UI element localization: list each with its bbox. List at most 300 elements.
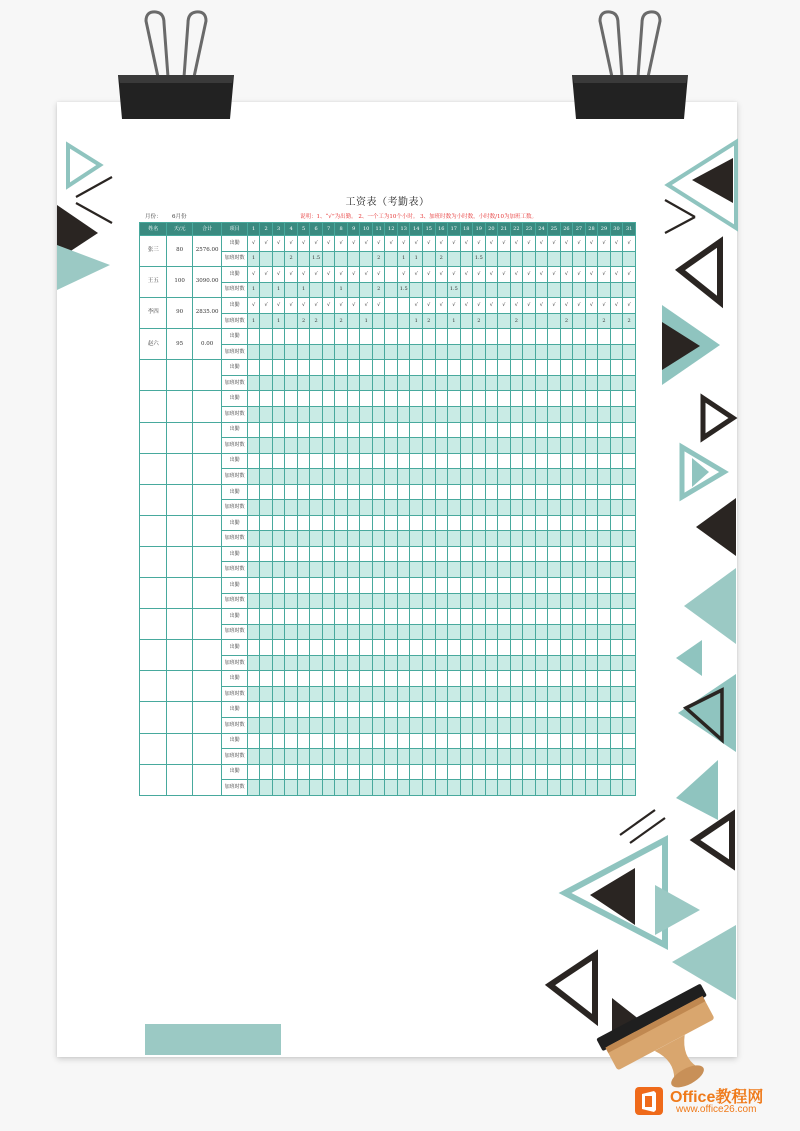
overtime-cell[interactable]: [335, 749, 348, 765]
overtime-cell[interactable]: [372, 469, 385, 485]
attendance-cell[interactable]: [435, 702, 448, 718]
overtime-cell[interactable]: [460, 313, 473, 329]
attendance-cell[interactable]: [598, 578, 611, 594]
total-cell[interactable]: 2576.00: [192, 236, 221, 267]
attendance-cell[interactable]: [260, 422, 273, 438]
attendance-cell[interactable]: [435, 391, 448, 407]
total-cell[interactable]: [192, 764, 221, 795]
overtime-cell[interactable]: [573, 562, 586, 578]
overtime-cell[interactable]: [247, 749, 260, 765]
rate-cell[interactable]: [167, 484, 192, 515]
attendance-cell[interactable]: [523, 329, 536, 345]
attendance-cell[interactable]: [510, 733, 523, 749]
attendance-cell[interactable]: [548, 329, 561, 345]
attendance-cell[interactable]: [410, 360, 423, 376]
overtime-cell[interactable]: [435, 469, 448, 485]
attendance-cell[interactable]: [523, 609, 536, 625]
overtime-cell[interactable]: [485, 282, 498, 298]
attendance-cell[interactable]: √: [598, 236, 611, 252]
attendance-cell[interactable]: [523, 484, 536, 500]
overtime-cell[interactable]: [473, 749, 486, 765]
attendance-cell[interactable]: [610, 702, 623, 718]
attendance-cell[interactable]: [498, 484, 511, 500]
overtime-cell[interactable]: [548, 531, 561, 547]
attendance-cell[interactable]: [585, 360, 598, 376]
attendance-cell[interactable]: √: [610, 298, 623, 314]
attendance-cell[interactable]: [410, 391, 423, 407]
overtime-cell[interactable]: [585, 717, 598, 733]
overtime-cell[interactable]: [297, 686, 310, 702]
overtime-cell[interactable]: [585, 313, 598, 329]
overtime-cell[interactable]: [360, 469, 373, 485]
overtime-cell[interactable]: 2: [297, 313, 310, 329]
overtime-cell[interactable]: [535, 438, 548, 454]
attendance-cell[interactable]: [548, 702, 561, 718]
overtime-cell[interactable]: [423, 375, 436, 391]
attendance-cell[interactable]: [247, 640, 260, 656]
overtime-cell[interactable]: [485, 593, 498, 609]
attendance-cell[interactable]: [310, 391, 323, 407]
attendance-cell[interactable]: [310, 422, 323, 438]
overtime-cell[interactable]: [322, 282, 335, 298]
attendance-cell[interactable]: [535, 360, 548, 376]
overtime-cell[interactable]: [610, 624, 623, 640]
overtime-cell[interactable]: [460, 251, 473, 267]
rate-cell[interactable]: [167, 764, 192, 795]
attendance-cell[interactable]: [460, 422, 473, 438]
attendance-cell[interactable]: [623, 360, 636, 376]
overtime-cell[interactable]: [410, 780, 423, 796]
attendance-cell[interactable]: [297, 515, 310, 531]
overtime-cell[interactable]: [310, 531, 323, 547]
overtime-cell[interactable]: [285, 780, 298, 796]
overtime-cell[interactable]: [623, 375, 636, 391]
overtime-cell[interactable]: 2: [510, 313, 523, 329]
attendance-cell[interactable]: [372, 671, 385, 687]
overtime-cell[interactable]: [460, 500, 473, 516]
overtime-cell[interactable]: [448, 686, 461, 702]
overtime-cell[interactable]: [473, 593, 486, 609]
overtime-cell[interactable]: [423, 531, 436, 547]
attendance-cell[interactable]: [397, 702, 410, 718]
overtime-cell[interactable]: [347, 531, 360, 547]
attendance-cell[interactable]: [397, 484, 410, 500]
attendance-cell[interactable]: [423, 515, 436, 531]
attendance-cell[interactable]: [598, 702, 611, 718]
overtime-cell[interactable]: [448, 749, 461, 765]
overtime-cell[interactable]: [523, 686, 536, 702]
overtime-cell[interactable]: 1.5: [397, 282, 410, 298]
attendance-cell[interactable]: [247, 422, 260, 438]
overtime-cell[interactable]: [372, 375, 385, 391]
attendance-cell[interactable]: [410, 609, 423, 625]
rate-cell[interactable]: [167, 453, 192, 484]
overtime-cell[interactable]: [623, 624, 636, 640]
attendance-cell[interactable]: [272, 609, 285, 625]
overtime-cell[interactable]: [310, 686, 323, 702]
overtime-cell[interactable]: [610, 686, 623, 702]
overtime-cell[interactable]: [385, 562, 398, 578]
attendance-cell[interactable]: [360, 360, 373, 376]
attendance-cell[interactable]: [285, 733, 298, 749]
attendance-cell[interactable]: √: [548, 236, 561, 252]
attendance-cell[interactable]: [423, 453, 436, 469]
overtime-cell[interactable]: [498, 749, 511, 765]
attendance-cell[interactable]: [485, 546, 498, 562]
overtime-cell[interactable]: [548, 375, 561, 391]
total-cell[interactable]: [192, 609, 221, 640]
attendance-cell[interactable]: [260, 640, 273, 656]
overtime-cell[interactable]: [322, 438, 335, 454]
attendance-cell[interactable]: √: [498, 298, 511, 314]
overtime-cell[interactable]: [372, 749, 385, 765]
attendance-cell[interactable]: [510, 640, 523, 656]
attendance-cell[interactable]: [610, 453, 623, 469]
attendance-cell[interactable]: [473, 453, 486, 469]
overtime-cell[interactable]: [347, 717, 360, 733]
overtime-cell[interactable]: [335, 686, 348, 702]
overtime-cell[interactable]: [322, 531, 335, 547]
overtime-cell[interactable]: [360, 438, 373, 454]
rate-cell[interactable]: [167, 640, 192, 671]
overtime-cell[interactable]: [535, 780, 548, 796]
overtime-cell[interactable]: [473, 717, 486, 733]
overtime-cell[interactable]: [310, 282, 323, 298]
overtime-cell[interactable]: [260, 562, 273, 578]
attendance-cell[interactable]: [448, 329, 461, 345]
attendance-cell[interactable]: [410, 764, 423, 780]
attendance-cell[interactable]: [573, 484, 586, 500]
attendance-cell[interactable]: [310, 515, 323, 531]
attendance-cell[interactable]: √: [585, 236, 598, 252]
overtime-cell[interactable]: [560, 344, 573, 360]
overtime-cell[interactable]: [272, 624, 285, 640]
overtime-cell[interactable]: [360, 251, 373, 267]
attendance-cell[interactable]: [598, 640, 611, 656]
attendance-cell[interactable]: √: [510, 298, 523, 314]
overtime-cell[interactable]: [285, 562, 298, 578]
attendance-cell[interactable]: √: [372, 236, 385, 252]
overtime-cell[interactable]: 1: [272, 282, 285, 298]
attendance-cell[interactable]: [260, 484, 273, 500]
attendance-cell[interactable]: [573, 671, 586, 687]
attendance-cell[interactable]: [460, 391, 473, 407]
overtime-cell[interactable]: [448, 500, 461, 516]
overtime-cell[interactable]: [598, 251, 611, 267]
total-cell[interactable]: [192, 360, 221, 391]
overtime-cell[interactable]: [448, 780, 461, 796]
overtime-cell[interactable]: [535, 251, 548, 267]
overtime-cell[interactable]: [623, 438, 636, 454]
attendance-cell[interactable]: [448, 609, 461, 625]
overtime-cell[interactable]: [523, 375, 536, 391]
rate-cell[interactable]: [167, 702, 192, 733]
rate-cell[interactable]: 90: [167, 298, 192, 329]
name-cell[interactable]: 李四: [140, 298, 167, 329]
overtime-cell[interactable]: [610, 749, 623, 765]
attendance-cell[interactable]: √: [535, 236, 548, 252]
overtime-cell[interactable]: [397, 500, 410, 516]
overtime-cell[interactable]: [610, 438, 623, 454]
attendance-cell[interactable]: √: [573, 298, 586, 314]
overtime-cell[interactable]: [448, 344, 461, 360]
overtime-cell[interactable]: [610, 469, 623, 485]
attendance-cell[interactable]: [473, 546, 486, 562]
overtime-cell[interactable]: [560, 593, 573, 609]
overtime-cell[interactable]: [510, 375, 523, 391]
overtime-cell[interactable]: [347, 313, 360, 329]
overtime-cell[interactable]: [473, 407, 486, 423]
attendance-cell[interactable]: [247, 702, 260, 718]
overtime-cell[interactable]: [573, 686, 586, 702]
attendance-cell[interactable]: [335, 453, 348, 469]
overtime-cell[interactable]: [347, 344, 360, 360]
overtime-cell[interactable]: [610, 282, 623, 298]
overtime-cell[interactable]: [610, 251, 623, 267]
total-cell[interactable]: 2835.00: [192, 298, 221, 329]
overtime-cell[interactable]: [385, 686, 398, 702]
attendance-cell[interactable]: [372, 764, 385, 780]
attendance-cell[interactable]: [423, 546, 436, 562]
overtime-cell[interactable]: [498, 313, 511, 329]
overtime-cell[interactable]: [322, 717, 335, 733]
overtime-cell[interactable]: [548, 438, 561, 454]
overtime-cell[interactable]: [498, 344, 511, 360]
attendance-cell[interactable]: √: [310, 267, 323, 283]
attendance-cell[interactable]: [598, 671, 611, 687]
overtime-cell[interactable]: [585, 282, 598, 298]
overtime-cell[interactable]: [523, 407, 536, 423]
attendance-cell[interactable]: [598, 329, 611, 345]
overtime-cell[interactable]: [585, 531, 598, 547]
overtime-cell[interactable]: [460, 686, 473, 702]
overtime-cell[interactable]: [585, 251, 598, 267]
attendance-cell[interactable]: [322, 546, 335, 562]
overtime-cell[interactable]: [535, 375, 548, 391]
attendance-cell[interactable]: √: [285, 298, 298, 314]
overtime-cell[interactable]: [322, 624, 335, 640]
attendance-cell[interactable]: [623, 764, 636, 780]
attendance-cell[interactable]: [260, 391, 273, 407]
overtime-cell[interactable]: [485, 717, 498, 733]
attendance-cell[interactable]: [560, 578, 573, 594]
attendance-cell[interactable]: [272, 484, 285, 500]
overtime-cell[interactable]: [560, 282, 573, 298]
attendance-cell[interactable]: [560, 391, 573, 407]
overtime-cell[interactable]: [435, 717, 448, 733]
attendance-cell[interactable]: [448, 484, 461, 500]
overtime-cell[interactable]: [385, 593, 398, 609]
overtime-cell[interactable]: 2: [335, 313, 348, 329]
attendance-cell[interactable]: [623, 546, 636, 562]
attendance-cell[interactable]: [435, 422, 448, 438]
attendance-cell[interactable]: [322, 702, 335, 718]
attendance-cell[interactable]: [372, 329, 385, 345]
overtime-cell[interactable]: [360, 500, 373, 516]
overtime-cell[interactable]: [322, 375, 335, 391]
attendance-cell[interactable]: [322, 578, 335, 594]
overtime-cell[interactable]: [285, 531, 298, 547]
attendance-cell[interactable]: √: [335, 236, 348, 252]
overtime-cell[interactable]: [610, 593, 623, 609]
attendance-cell[interactable]: [598, 515, 611, 531]
attendance-cell[interactable]: [297, 360, 310, 376]
overtime-cell[interactable]: [548, 749, 561, 765]
overtime-cell[interactable]: 2: [435, 251, 448, 267]
attendance-cell[interactable]: [410, 640, 423, 656]
overtime-cell[interactable]: [485, 562, 498, 578]
overtime-cell[interactable]: [598, 500, 611, 516]
attendance-cell[interactable]: [510, 391, 523, 407]
overtime-cell[interactable]: [473, 562, 486, 578]
attendance-cell[interactable]: [347, 515, 360, 531]
attendance-cell[interactable]: [372, 640, 385, 656]
overtime-cell[interactable]: [322, 562, 335, 578]
attendance-cell[interactable]: [247, 329, 260, 345]
attendance-cell[interactable]: [423, 733, 436, 749]
overtime-cell[interactable]: [548, 407, 561, 423]
overtime-cell[interactable]: [272, 749, 285, 765]
attendance-cell[interactable]: √: [247, 267, 260, 283]
overtime-cell[interactable]: [397, 624, 410, 640]
overtime-cell[interactable]: [523, 251, 536, 267]
overtime-cell[interactable]: [448, 531, 461, 547]
overtime-cell[interactable]: [385, 344, 398, 360]
attendance-cell[interactable]: [435, 733, 448, 749]
attendance-cell[interactable]: √: [410, 267, 423, 283]
overtime-cell[interactable]: [598, 562, 611, 578]
attendance-cell[interactable]: [448, 515, 461, 531]
overtime-cell[interactable]: 1: [247, 251, 260, 267]
overtime-cell[interactable]: [448, 407, 461, 423]
attendance-cell[interactable]: √: [598, 267, 611, 283]
attendance-cell[interactable]: [372, 609, 385, 625]
attendance-cell[interactable]: [272, 329, 285, 345]
overtime-cell[interactable]: [548, 717, 561, 733]
overtime-cell[interactable]: [372, 655, 385, 671]
attendance-cell[interactable]: [247, 671, 260, 687]
overtime-cell[interactable]: [335, 438, 348, 454]
overtime-cell[interactable]: [460, 780, 473, 796]
attendance-cell[interactable]: [473, 640, 486, 656]
attendance-cell[interactable]: [473, 360, 486, 376]
overtime-cell[interactable]: [573, 780, 586, 796]
attendance-cell[interactable]: [285, 484, 298, 500]
attendance-cell[interactable]: [623, 484, 636, 500]
overtime-cell[interactable]: [473, 500, 486, 516]
attendance-cell[interactable]: [473, 329, 486, 345]
overtime-cell[interactable]: [610, 531, 623, 547]
attendance-cell[interactable]: [385, 453, 398, 469]
attendance-cell[interactable]: [510, 360, 523, 376]
attendance-cell[interactable]: [535, 391, 548, 407]
attendance-cell[interactable]: [260, 329, 273, 345]
overtime-cell[interactable]: [485, 469, 498, 485]
attendance-cell[interactable]: [510, 453, 523, 469]
overtime-cell[interactable]: [247, 469, 260, 485]
overtime-cell[interactable]: [285, 313, 298, 329]
overtime-cell[interactable]: [360, 686, 373, 702]
overtime-cell[interactable]: [247, 438, 260, 454]
overtime-cell[interactable]: [460, 438, 473, 454]
overtime-cell[interactable]: [285, 655, 298, 671]
attendance-cell[interactable]: [460, 329, 473, 345]
overtime-cell[interactable]: [473, 282, 486, 298]
attendance-cell[interactable]: √: [285, 236, 298, 252]
attendance-cell[interactable]: [297, 671, 310, 687]
attendance-cell[interactable]: √: [347, 267, 360, 283]
attendance-cell[interactable]: [385, 329, 398, 345]
overtime-cell[interactable]: [297, 780, 310, 796]
attendance-cell[interactable]: [460, 360, 473, 376]
overtime-cell[interactable]: [297, 655, 310, 671]
overtime-cell[interactable]: [535, 407, 548, 423]
overtime-cell[interactable]: [360, 593, 373, 609]
attendance-cell[interactable]: [297, 702, 310, 718]
overtime-cell[interactable]: [347, 469, 360, 485]
overtime-cell[interactable]: 2: [372, 251, 385, 267]
total-cell[interactable]: [192, 422, 221, 453]
attendance-cell[interactable]: [272, 733, 285, 749]
attendance-cell[interactable]: [548, 609, 561, 625]
attendance-cell[interactable]: [247, 733, 260, 749]
overtime-cell[interactable]: [548, 251, 561, 267]
overtime-cell[interactable]: [560, 500, 573, 516]
attendance-cell[interactable]: √: [347, 298, 360, 314]
overtime-cell[interactable]: [297, 438, 310, 454]
attendance-cell[interactable]: √: [372, 298, 385, 314]
attendance-cell[interactable]: [473, 764, 486, 780]
attendance-cell[interactable]: [560, 733, 573, 749]
name-cell[interactable]: 赵六: [140, 329, 167, 360]
attendance-cell[interactable]: [310, 671, 323, 687]
overtime-cell[interactable]: [397, 717, 410, 733]
attendance-cell[interactable]: [448, 422, 461, 438]
attendance-cell[interactable]: [485, 764, 498, 780]
total-cell[interactable]: 0.00: [192, 329, 221, 360]
attendance-cell[interactable]: [297, 329, 310, 345]
overtime-cell[interactable]: [523, 438, 536, 454]
attendance-cell[interactable]: [360, 329, 373, 345]
overtime-cell[interactable]: [498, 593, 511, 609]
overtime-cell[interactable]: [410, 624, 423, 640]
attendance-cell[interactable]: [260, 453, 273, 469]
attendance-cell[interactable]: [310, 360, 323, 376]
attendance-cell[interactable]: [623, 329, 636, 345]
attendance-cell[interactable]: [297, 609, 310, 625]
attendance-cell[interactable]: [385, 702, 398, 718]
attendance-cell[interactable]: [598, 609, 611, 625]
attendance-cell[interactable]: [397, 578, 410, 594]
name-cell[interactable]: [140, 360, 167, 391]
rate-cell[interactable]: [167, 391, 192, 422]
rate-cell[interactable]: [167, 422, 192, 453]
overtime-cell[interactable]: [485, 313, 498, 329]
name-cell[interactable]: [140, 422, 167, 453]
attendance-cell[interactable]: [498, 453, 511, 469]
overtime-cell[interactable]: [498, 780, 511, 796]
overtime-cell[interactable]: [560, 717, 573, 733]
total-cell[interactable]: [192, 733, 221, 764]
overtime-cell[interactable]: [372, 531, 385, 547]
attendance-cell[interactable]: [260, 546, 273, 562]
attendance-cell[interactable]: [448, 453, 461, 469]
attendance-cell[interactable]: [360, 578, 373, 594]
overtime-cell[interactable]: [423, 655, 436, 671]
overtime-cell[interactable]: [410, 531, 423, 547]
overtime-cell[interactable]: [498, 655, 511, 671]
attendance-cell[interactable]: [322, 484, 335, 500]
